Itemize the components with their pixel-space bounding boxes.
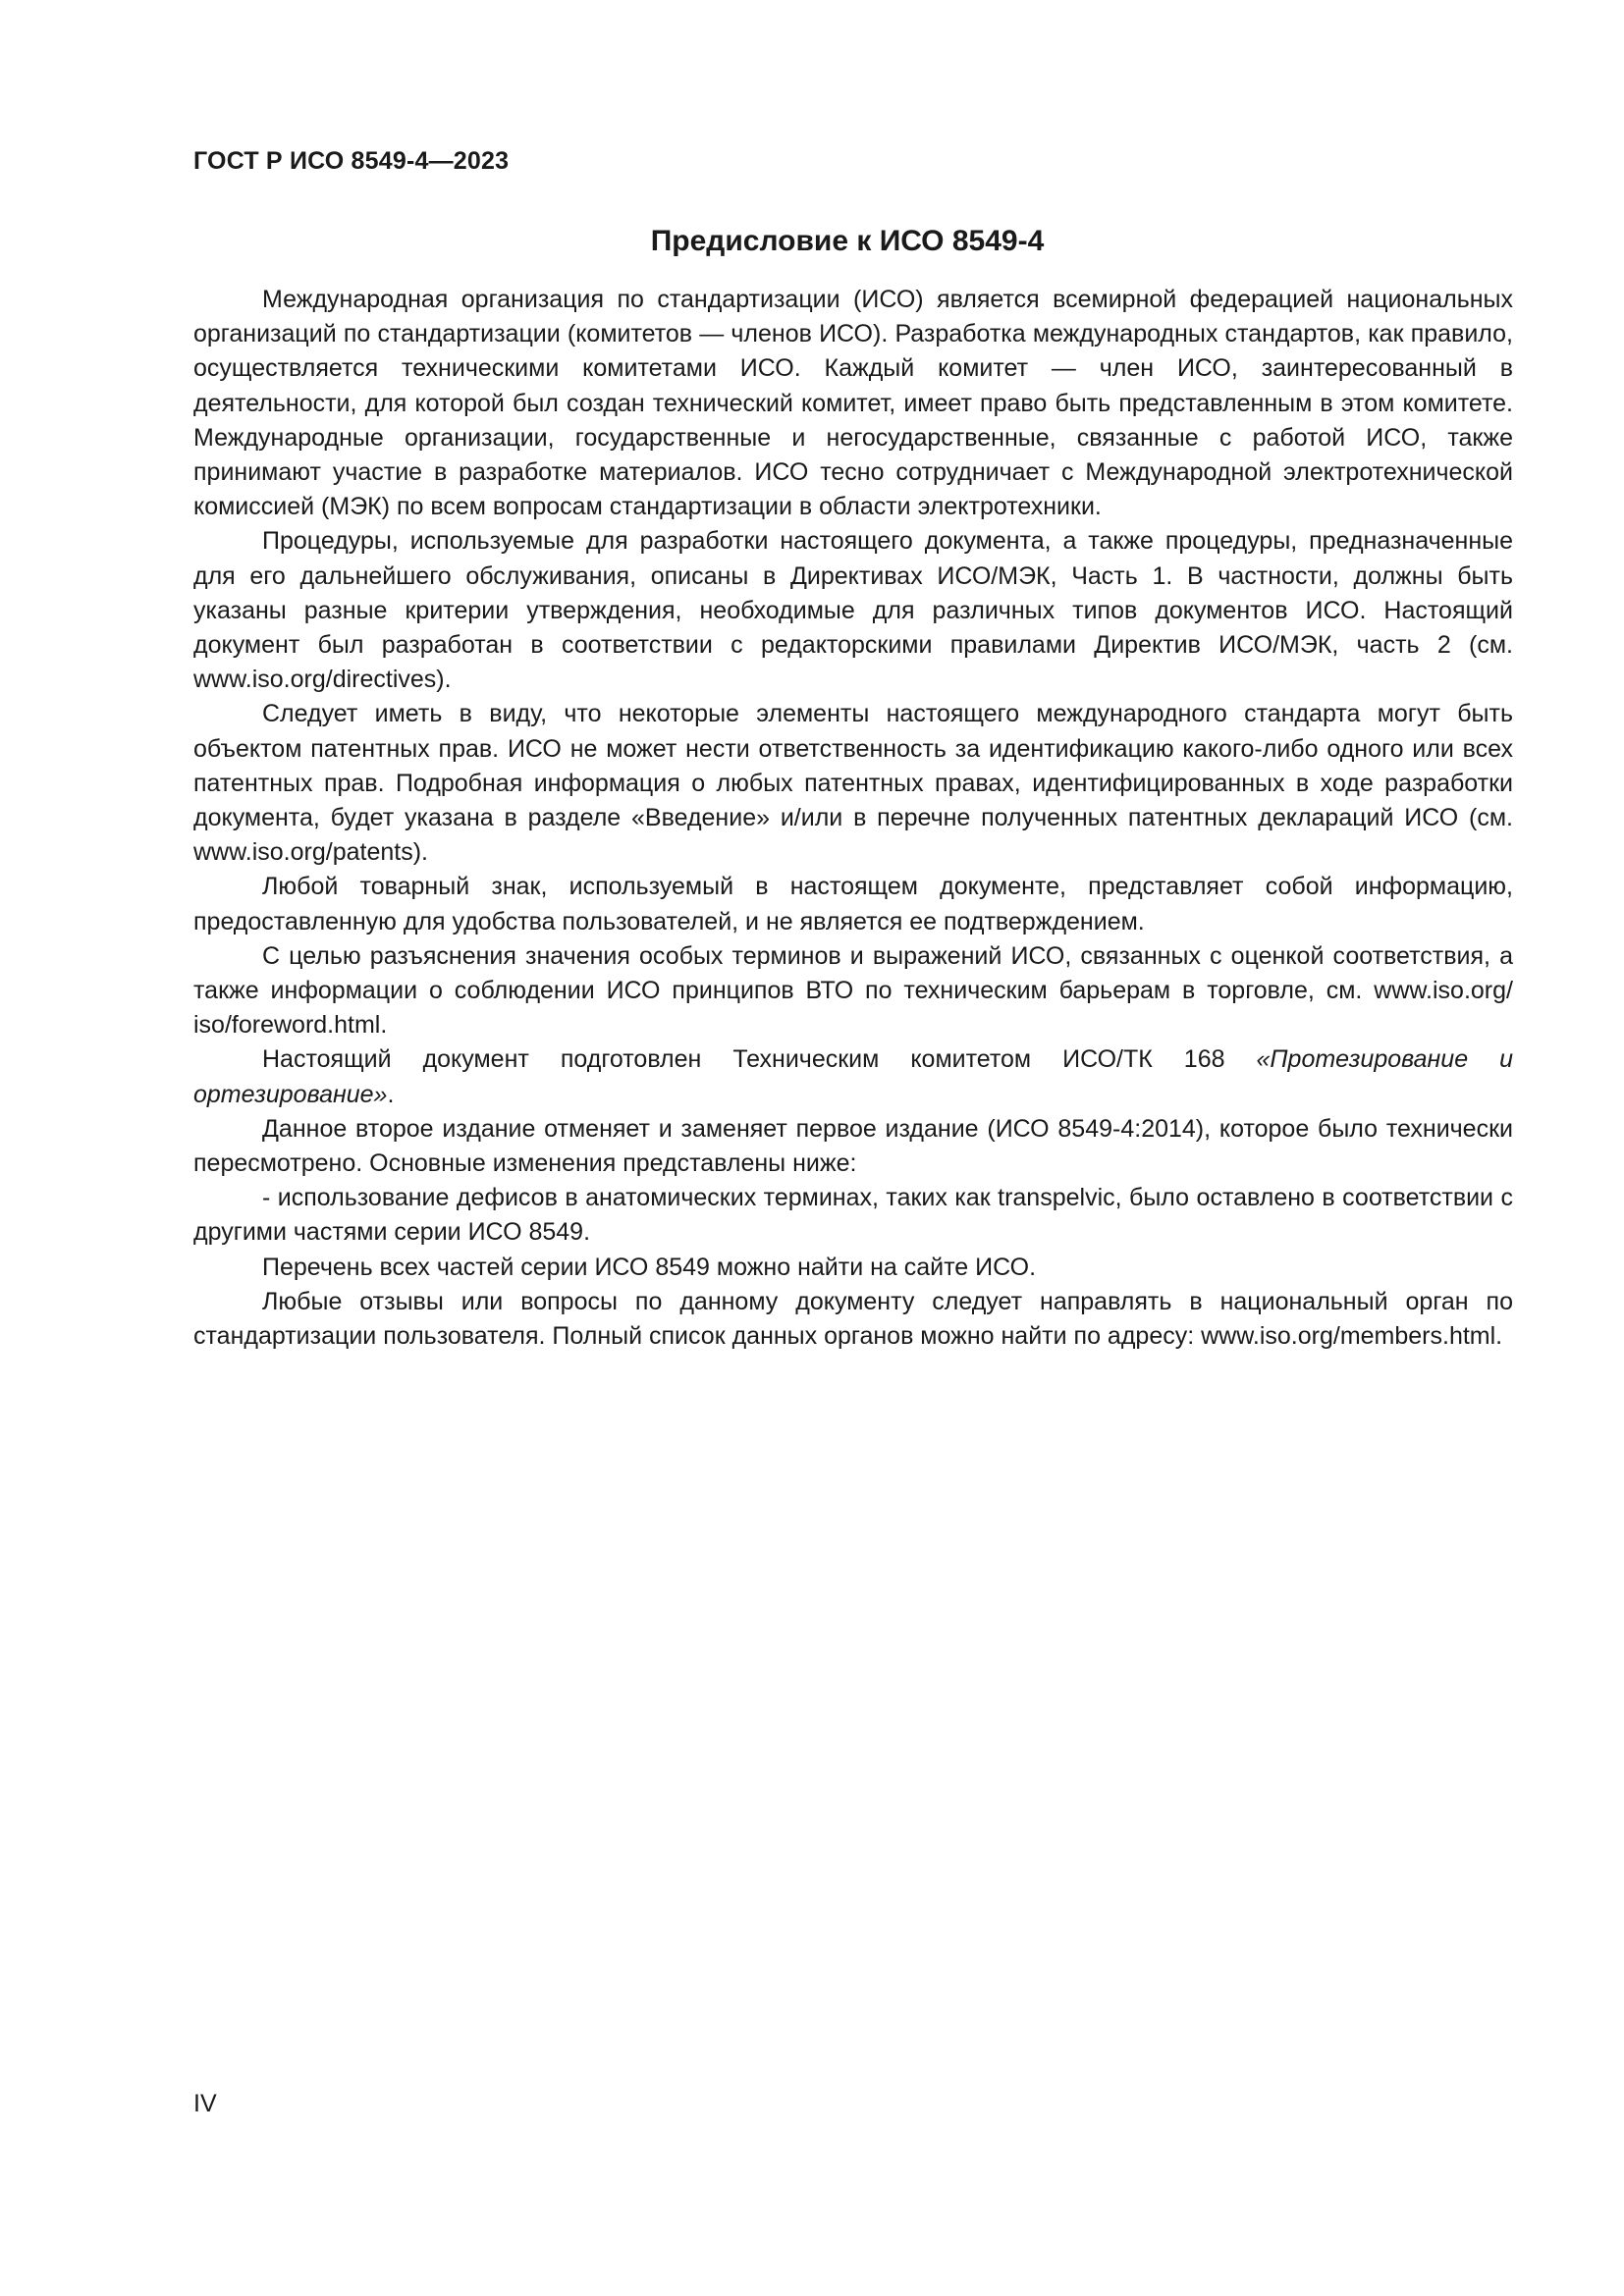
page-number: IV xyxy=(193,2090,217,2117)
foreword-body xyxy=(193,283,1513,1354)
paragraph-procedures: Процедуры, используемые для разработки настоящего документа, а также процедуры, предназначенные для его дальнейшего обслуживания, описаны в Директивах ИСО/МЭК, Часть 1. В частности, должны быть указаны разные критерии утверждения, необходимые для различных типов документов ИСО. Настоящий документ был разработан в соответствии с редакторскими правилами Директив ИСО/МЭК, часть 2 (см. www.iso.org/directives). xyxy=(193,527,1513,694)
paragraph-parts-list: Перечень всех частей серии ИСО 8549 можно найти на сайте ИСО. xyxy=(262,1253,1037,1281)
committee-name: «Протезирование и ортезирование» xyxy=(193,1045,1513,1108)
paragraph-committee xyxy=(193,1042,1513,1111)
paragraph-change-item: - использование дефисов в анатомических терминах, таких как transpelvic, было оставлено в соответствии с другими частями серии ИСО 8549. xyxy=(193,1184,1513,1247)
paragraph-iso-organization: Международная организация по стандартизации (ИСО) является всемирной федерацией национальных организаций по стандартизации (комитетов — членов ИСО). Разработка международных стандартов, как правило, осуществляется техническими комитетами ИСО. Каждый комитет — член ИСО, заинтересованный в деятельности, для которой был создан технический комитет, имеет право быть представленным в этом комитете. Международные организации, государственные и негосударственные, связанные с работой ИСО, также принимают участие в разработке материалов. ИСО тесно сотрудничает с Международной электротехнической комиссией (МЭК) по всем вопросам стандартизации в области электротехники. xyxy=(193,286,1513,521)
paragraph-feedback: Любые отзывы или вопросы по данному документу следует направлять в национальный орган по стандартизации пользователя. Полный список данных органов можно найти по адресу: www.iso.org/members.html. xyxy=(193,1287,1513,1351)
paragraph-edition: Данное второе издание отменяет и заменяет первое издание (ИСО 8549-4:2014), которое было технически пересмотрено. Основные изменения представлены ниже: xyxy=(193,1114,1513,1178)
document-code-header: ГОСТ Р ИСО 8549-4—2023 xyxy=(193,147,510,175)
committee-text: Настоящий документ подготовлен Техническим комитетом ИСО/ТК 168 xyxy=(262,1045,1257,1074)
paragraph-trademark: Любой товарный знак, используемый в настоящем документе, представляет собой информацию, предоставленную для удобства пользователей, и не является ее подтверждением. xyxy=(193,873,1513,935)
committee-period: . xyxy=(387,1080,395,1108)
section-title: Предисловие к ИСО 8549-4 xyxy=(650,225,1045,257)
paragraph-terms: С целью разъяснения значения особых терминов и выражений ИСО, связанных с оценкой соответствия, а также информации о соблюдении ИСО принципов ВТО по техническим барьерам в торговле, см. www.iso.org/ iso/foreword.html. xyxy=(193,941,1513,1040)
paragraph-patents: Следует иметь в виду, что некоторые элементы настоящего международного стандарта могут быть объектом патентных прав. ИСО не может нести ответственность за идентификацию какого-либо одного или всех патентных прав. Подробная информация о любых патентных правах, идентифицированных в ходе разработки документа, будет указана в разделе «Введение» и/или в перечне полученных патентных деклараций ИСО (см. www.iso.org/patents). xyxy=(193,700,1513,867)
